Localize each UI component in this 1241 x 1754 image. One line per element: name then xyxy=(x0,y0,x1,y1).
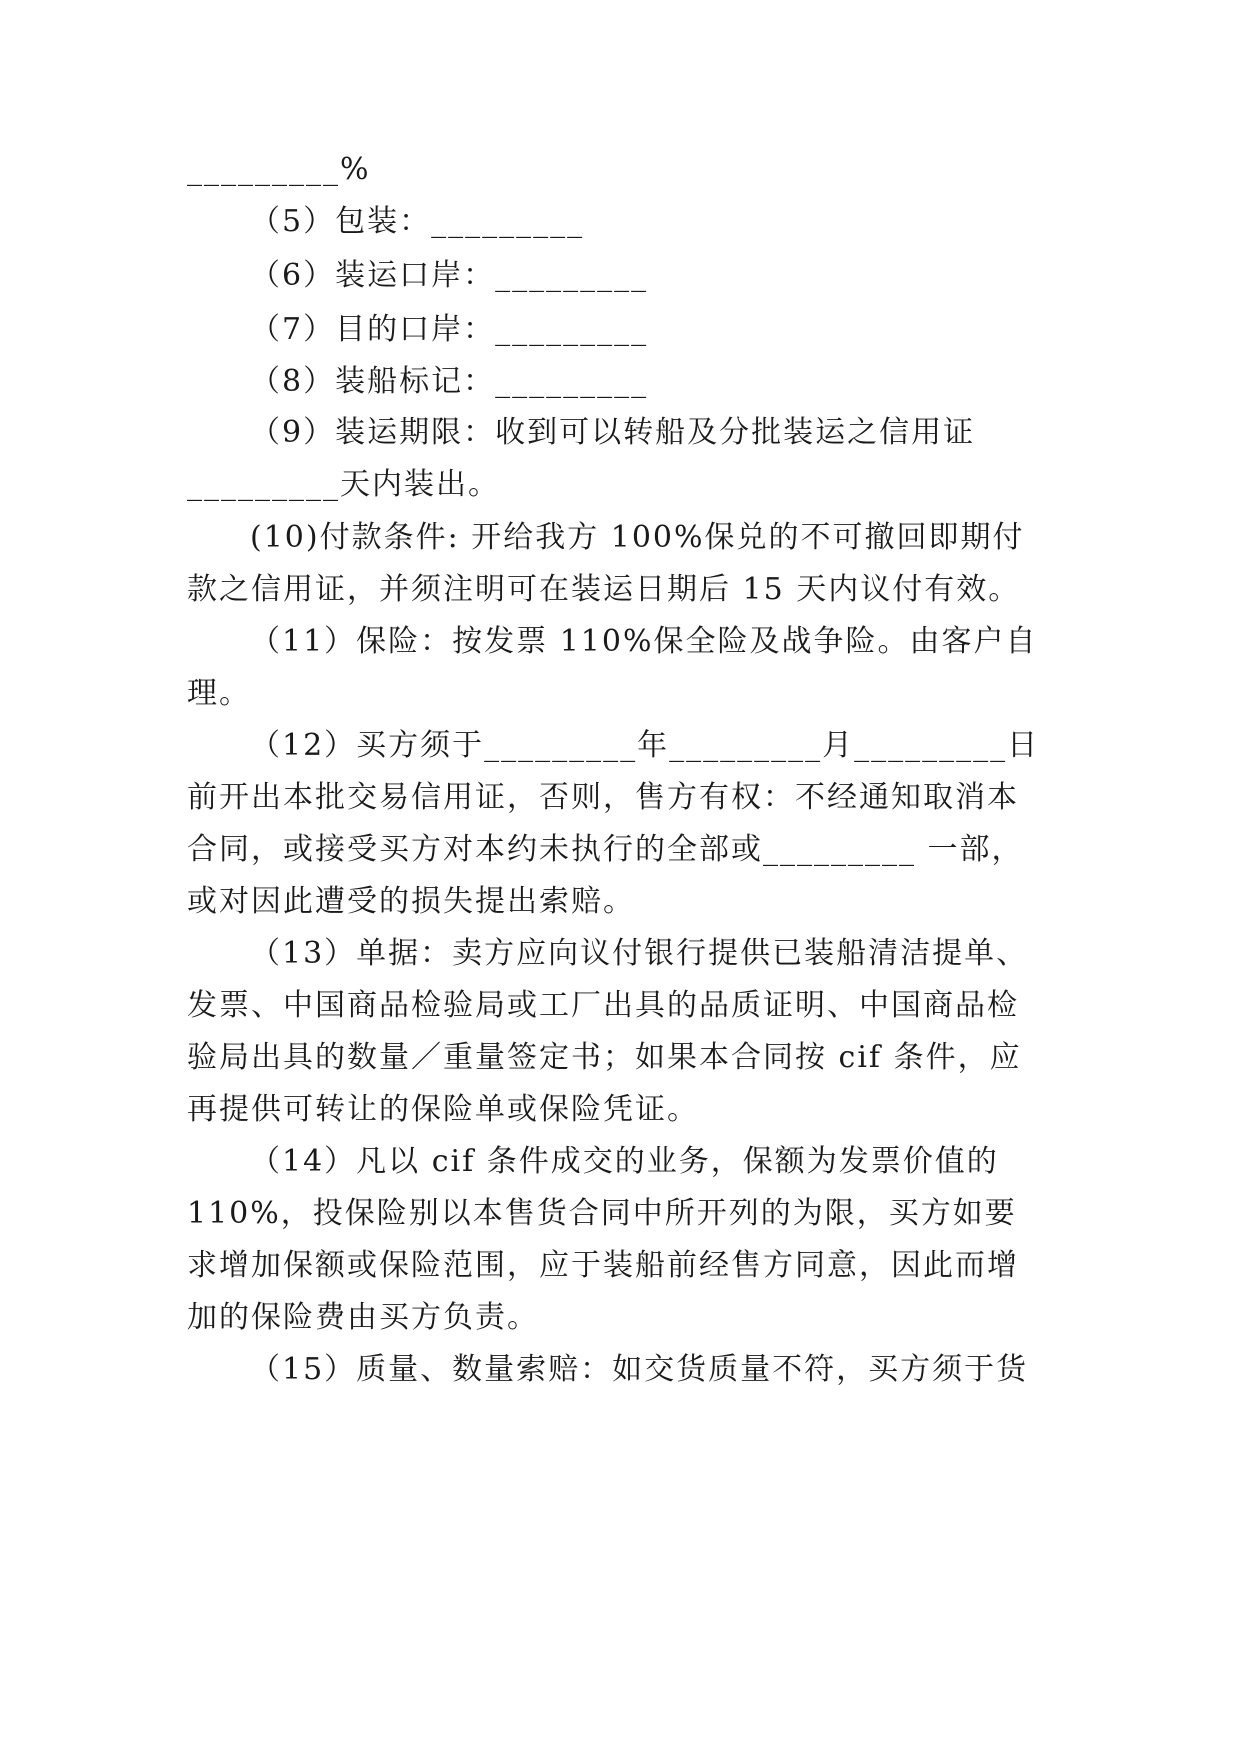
text-line: _________天内装出。 xyxy=(187,467,500,502)
text-line: 或对因此遭受的损失提出索赔。 xyxy=(187,884,635,919)
text-line: 款之信用证，并须注明可在装运日期后 15 天内议付有效。 xyxy=(187,572,1021,607)
text-line: （15）质量、数量索赔：如交货质量不符，买方须于货 xyxy=(250,1352,1029,1387)
text-line: 再提供可转让的保险单或保险凭证。 xyxy=(187,1092,699,1127)
text-line: 求增加保额或保险范围，应于装船前经售方同意，因此而增 xyxy=(187,1248,1019,1283)
text-line: （6）装运口岸：_________ xyxy=(250,258,649,293)
text-line: （11）保险：按发票 110%保全险及战争险。由客户自 xyxy=(250,624,1038,659)
text-line: 110%，投保险别以本售货合同中所开列的为限，买方如要 xyxy=(187,1196,1017,1231)
text-line: 理。 xyxy=(187,676,251,711)
text-line: 发票、中国商品检验局或工厂出具的品质证明、中国商品检 xyxy=(187,988,1019,1023)
text-line: 前开出本批交易信用证，否则，售方有权：不经通知取消本 xyxy=(187,780,1019,815)
text-line: （8）装船标记：_________ xyxy=(250,364,649,399)
text-line: （12）买方须于_________年_________月_________日 xyxy=(250,728,1040,763)
text-line: （7）目的口岸：_________ xyxy=(250,312,649,347)
text-line: _________% xyxy=(187,152,371,187)
text-line: （13）单据：卖方应向议付银行提供已装船清洁提单、 xyxy=(250,936,1029,971)
text-line: （5）包装：_________ xyxy=(250,204,585,239)
text-line: （9）装运期限：收到可以转船及分批装运之信用证 xyxy=(250,415,976,450)
text-line: (10)付款条件: 开给我方 100%保兑的不可撤回即期付 xyxy=(250,520,1025,555)
text-line: （14）凡以 cif 条件成交的业务，保额为发票价值的 xyxy=(250,1144,999,1179)
text-line: 加的保险费由买方负责。 xyxy=(187,1300,539,1335)
text-line: 合同，或接受买方对本约未执行的全部或_________ 一部， xyxy=(187,832,1024,867)
text-line: 验局出具的数量／重量签定书；如果本合同按 cif 条件，应 xyxy=(187,1040,1022,1075)
